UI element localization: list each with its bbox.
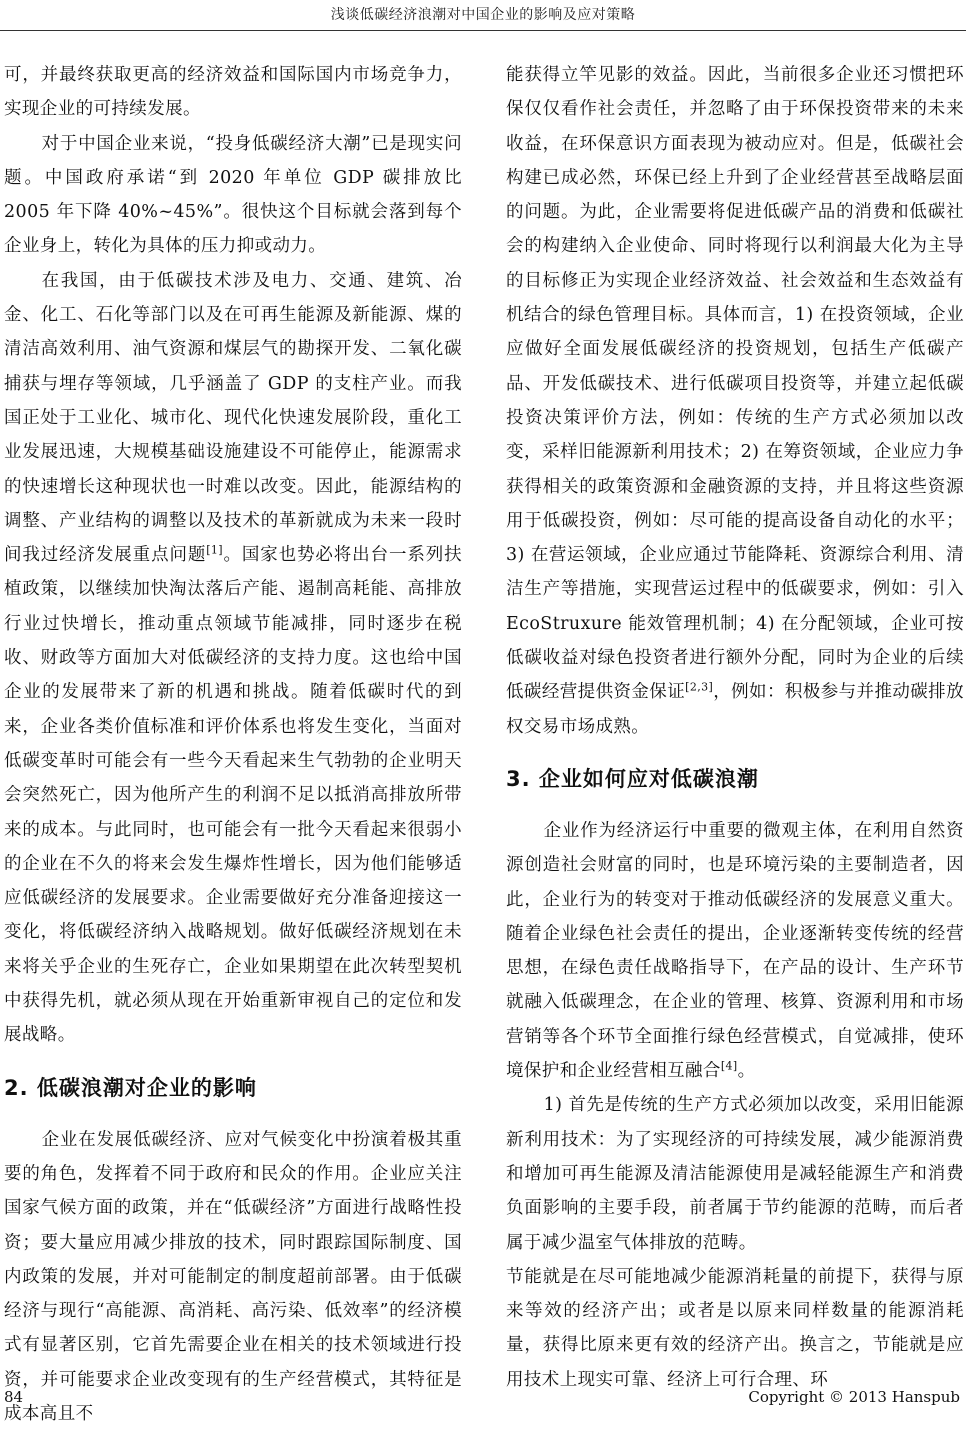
section-heading: 3. 企业如何应对低碳浪潮 xyxy=(506,766,759,791)
citation[interactable]: [2,3] xyxy=(685,680,714,694)
paragraph: 可，并最终获取更高的经济效益和国际国内市场竞争力，实现企业的可持续发展。 xyxy=(4,65,462,120)
paragraph-text: 在我国，由于低碳技术涉及电力、交通、建筑、冶金、化工、石化等部门以及在可再生能源及新能源、煤的清洁高效利用、油气资源和煤层气的勘探开发、二氧化碳捕获与埋存等领域，几乎涵盖了 GDP 的支柱产业。而我国正处于工业化、城市化、现代化快速发展阶段，重化工业发展迅速，大规模基础设施建设不可能停止，能源需求的快速增长这种现状也一时难以改变。因此，能源结构的调整、产业结构的调整以及技术的革新就成为未来一段时间我过经济发展重点问题 xyxy=(4,270,462,566)
paragraph-text: 。 xyxy=(737,1061,756,1082)
copyright-notice: Copyright © 2013 Hanspub xyxy=(748,1388,960,1406)
paragraph xyxy=(4,264,462,1053)
section-heading: 2. 低碳浪潮对企业的影响 xyxy=(4,1075,257,1100)
paragraph: 企业在发展低碳经济、应对气候变化中扮演着极其重要的角色，发挥着不同于政府和民众的作用。企业应关注国家气候方面的政策，并在“低碳经济”方面进行战略性投资；要大量应用减少排放的技术，同时跟踪国际制度、国内政策的发展，并对可能制定的制度超前部署。由于低碳经济与现行“高能源、高消耗、高污染、低效率”的经济模式有显著区别，它首先需要企业在相关的技术领域进行投资，并可能要求企业改变现有的生产经营模式，其特征是成本高且不 xyxy=(4,1129,462,1424)
paragraph xyxy=(506,58,964,744)
paragraph: 节能就是在尽可能地减少能源消耗量的前提下，获得与原来等效的经济产出；或者是以原来同样数量的能源消耗量，获得比原来更有效的经济产出。换言之，节能就是应用技术上现实可靠、经济上可行合理、环 xyxy=(506,1266,964,1390)
paragraph xyxy=(506,814,964,1088)
paragraph-text: ，例如：积极参与并推动碳排放权交易市场成熟。 xyxy=(506,682,964,737)
paragraph: 对于中国企业来说，“投身低碳经济大潮”已是现实问题。中国政府承诺“到 2020 年单位 GDP 碳排放比 2005 年下降 40%~45%”。很快这个目标就会落到每个企业身上，转化为具体的压力抑或动力。 xyxy=(4,133,462,257)
paragraph-text: 企业作为经济运行中重要的微观主体，在利用自然资源创造社会财富的同时，也是环境污染的主要制造者，因此，企业行为的转变对于推动低碳经济的发展意义重大。随着企业绿色社会责任的提出，企业逐渐转变传统的经营思想，在绿色责任战略指导下，在产品的设计、生产环节就融入低碳理念，在企业的管理、核算、资源利用和市场营销等各个环节全面推行绿色经营模式，自觉减排，使环境保护和企业经营相互融合 xyxy=(506,820,964,1082)
citation[interactable]: [1] xyxy=(206,543,224,557)
left-column xyxy=(4,58,462,1431)
page-number: 84 xyxy=(4,1388,24,1406)
running-header: 浅谈低碳经济浪潮对中国企业的影响及应对策略 xyxy=(330,7,636,23)
header-rule xyxy=(0,30,966,31)
citation[interactable]: [4] xyxy=(720,1059,738,1073)
paragraph-text: 。国家也势必将出台一系列扶植政策，以继续加快淘汰落后产能、遏制高耗能、高排放行业过快增长，推动重点领域节能减排，同时逐步在税收、财政等方面加大对低碳经济的支持力度。这也给中国企业的发展带来了新的机遇和挑战。随着低碳时代的到来，企业各类价值标准和评价体系也将发生变化，当面对低碳变革时可能会有一些今天看起来生气勃勃的企业明天会突然死亡，因为他所产生的利润不足以抵消高排放所带来的成本。与此同时，也可能会有一批今天看起来很弱小的企业在不久的将来会发生爆炸性增长，因为他们能够适应低碳经济的发展要求。企业需要做好充分准备迎接这一变化，将低碳经济纳入战略规划。做好低碳经济规划在未来将关乎企业的生死存亡，企业如果期望在此次转型契机中获得先机，就必须从现在开始重新审视自己的定位和发展战略。 xyxy=(4,545,462,1046)
paragraph: 1) 首先是传统的生产方式必须加以改变，采用旧能源新利用技术：为了实现经济的可持续发展，减少能源消费和增加可再生能源及清洁能源使用是减轻能源生产和消费负面影响的主要手段，前者属于节约能源的范畴，而后者属于减少温室气体排放的范畴。 xyxy=(506,1095,964,1253)
paragraph-text: 能获得立竿见影的效益。因此，当前很多企业还习惯把环保仅仅看作社会责任，并忽略了由于环保投资带来的未来收益，在环保意识方面表现为被动应对。但是，低碳社会构建已成必然，环保已经上升到了企业经营甚至战略层面的问题。为此，企业需要将促进低碳产品的消费和低碳社会的构建纳入企业使命、同时将现行以利润最大化为主导的目标修正为实现企业经济效益、社会效益和生态效益有机结合的绿色管理目标。具体而言，1) 在投资领域，企业应做好全面发展低碳经济的投资规划，包括生产低碳产品、开发低碳技术、进行低碳项目投资等，并建立起低碳投资决策评价方法，例如：传统的生产方式必须加以改变，采样旧能源新利用技术；2) 在筹资领域，企业应力争获得相关的政策资源和金融资源的支持，并且将这些资源用于低碳投资，例如：尽可能的提高设备自动化的水平；3) 在营运领域，企业应通过节能降耗、资源综合利用、清洁生产等措施，实现营运过程中的低碳要求，例如：引入 EcoStruxure 能效管理机制；4) 在分配领域，企业可按低碳收益对绿色投资者进行额外分配，同时为企业的后续低碳经营提供资金保证 xyxy=(506,65,964,703)
right-column xyxy=(506,58,964,1397)
